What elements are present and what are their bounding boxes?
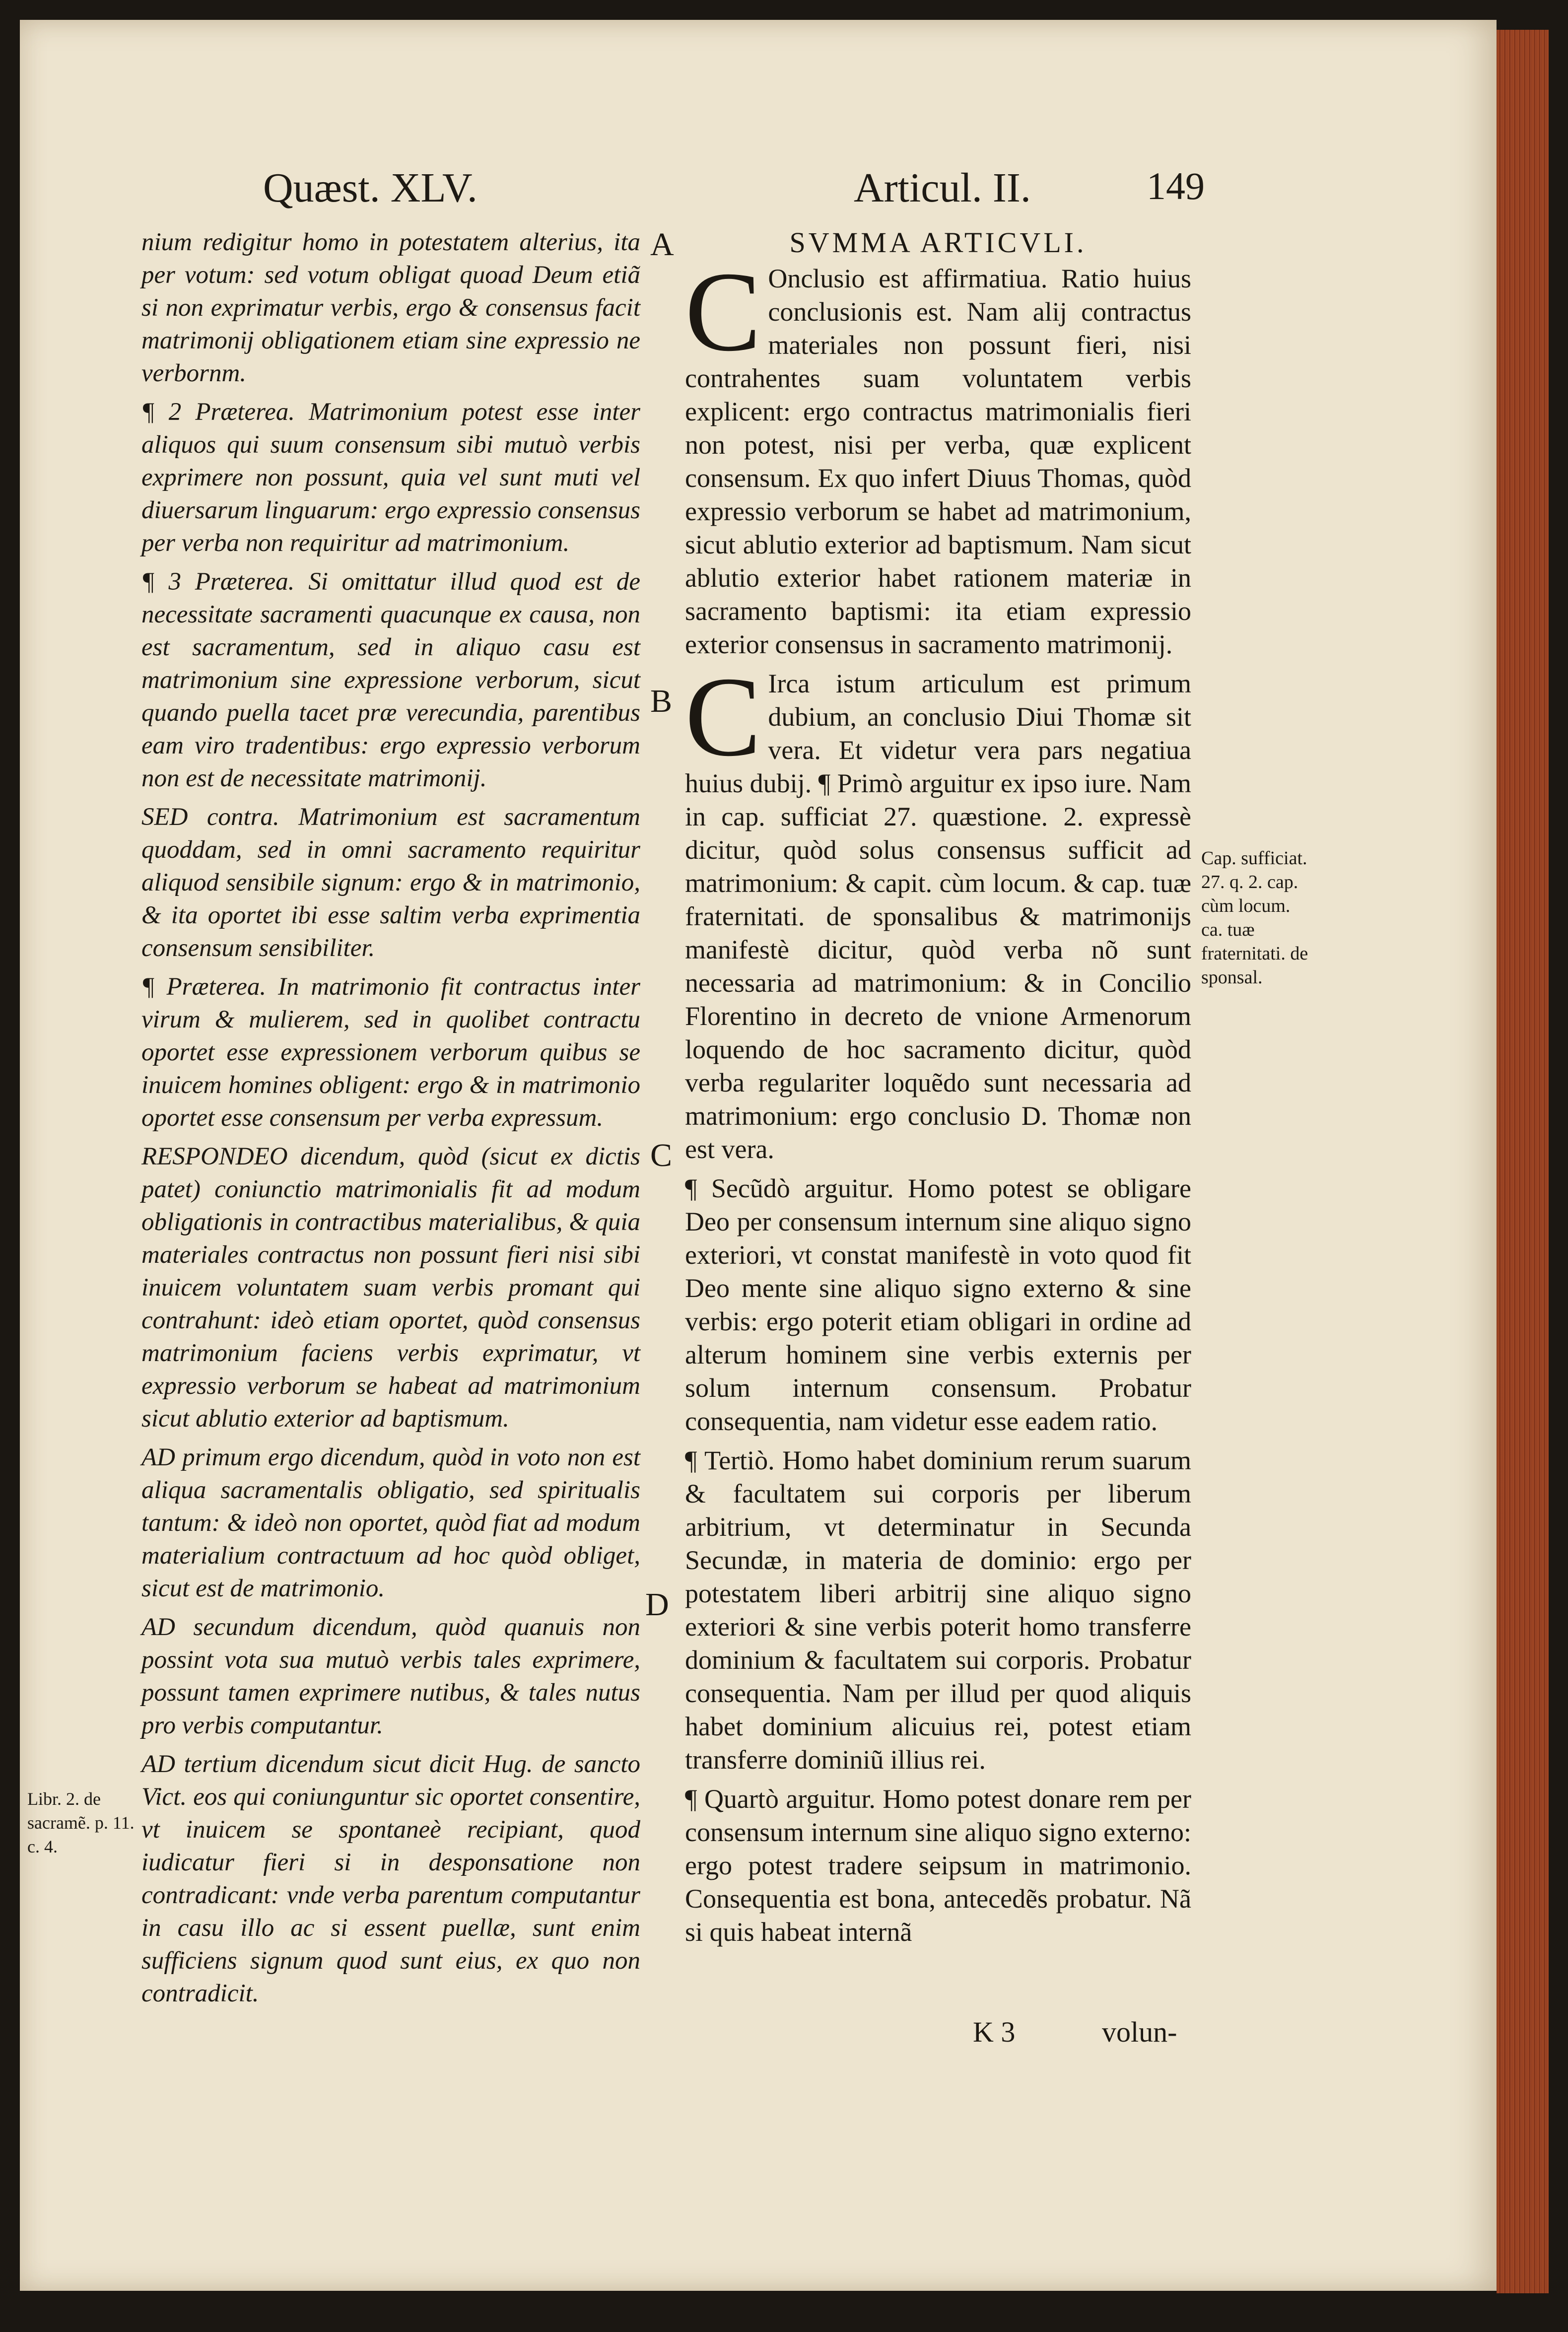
left-paragraph: AD secundum dicendum, quòd quanuis non possint vota sua mutuò verbis tales exprimere, possunt tamen exprimere nutibus, & tales nutus pro verbis computantur. (141, 1613, 640, 1739)
drop-cap: C (685, 248, 761, 375)
page-edge-gilt (1497, 30, 1549, 2293)
left-paragraph: ¶ Præterea. In matrimonio fit contractus inter virum & mulierem, sed in quolibet contractu oportet esse expressionem verborum quibus se inuicem homines obligent: ergo & in matrimonio oportet esse consensum per verba expressum. (141, 973, 640, 1132)
section-marker-c: C (650, 1137, 673, 1173)
margin-note-right: Cap. sufficiat. 27. q. 2. cap. cùm locum. ca. tuæ fraternitati. de sponsal. (1201, 848, 1308, 988)
right-paragraph: ¶ Tertiò. Homo habet dominium rerum suarum & facultatem sui corporis per liberum arbitrium, vt determinatur in Secunda Secundæ, in materia de dominio: ergo per potestatem liberi arbitrij sine aliquo signo exteriori & sine verbis poterit homo transferre dominium & facultatem sui corporis. Probatur consequentia. Nam per illud per quod aliquis habet dominium alicuius rei, potest etiam transferre dominiũ illius rei. (685, 1445, 1191, 1775)
left-paragraph: nium redigitur homo in potestatem alterius, ita per votum: sed votum obligat quoad Deum etiã si non exprimatur verbis, ergo & consensus facit matrimonij obligationem etiam sine expressio ne verbornm. (141, 228, 640, 387)
section-marker-b: B (650, 683, 673, 719)
drop-cap: C (685, 653, 761, 780)
right-paragraph-text: Onclusio est affirmatiua. Ratio huius conclusionis est. Nam alij contractus materiales non possunt fieri, nisi contrahentes suam voluntatem verbis explicent: ergo contractus matrimonialis fieri non potest, nisi per verba, quæ explicent consensum. Ex quo infert Diuus Thomas, quòd expressio verborum se habet ad matrimonium, sicut ablutio exterior ad baptismum. Nam sicut ablutio exterior habet rationem materiæ in sacramento baptismi: ita etiam expressio exterior consensus in sacramento matrimonij. (685, 264, 1191, 659)
left-paragraph: AD primum ergo dicendum, quòd in voto non est aliqua sacramentalis obligatio, sed spiritualis tantum: & ideò non oportet, quòd fiat ad modum materialium contractuum ad hoc quòd obliget, sicut est de matrimonio. (141, 1443, 640, 1602)
right-paragraph: ¶ Quartò arguitur. Homo potest donare rem per consensum internum sine aliquo signo externo: ergo potest tradere seipsum in matrimonio. Consequentia est bona, antecedẽs probatur. Nã si quis habeat internã (685, 1784, 1191, 1947)
section-marker-a: A (650, 226, 674, 263)
left-column-text (141, 226, 640, 2016)
section-marker-d: D (645, 1586, 669, 1623)
left-paragraph: ¶ 2 Præterea. Matrimonium potest esse inter aliquos qui suum consensum sibi mutuò verbis exprimere non possunt, quia vel sunt muti vel diuersarum linguarum: ergo expressio consensus per verba non requiritur ad matrimonium. (141, 398, 640, 557)
summa-title: SVMMA ARTICVLI. (789, 226, 1087, 259)
right-paragraph (685, 248, 1191, 661)
right-paragraph-text: Irca istum articulum est primum dubium, an conclusio Diui Thomæ sit vera. Et videtur vera pars negatiua huius dubij. ¶ Primò arguitur ex ipso iure. Nam in cap. sufficiat 27. quæstione. 2. expressè dicitur, quòd solus consensus sufficit ad matrimonium: & capit. cùm locum. & cap. tuæ fraternitati. de sponsalibus & matrimonijs manifestè dicitur, quòd verba nõ sunt necessaria ad matrimonium: & in Concilio Florentino in decreto de vnione Armenorum loquendo de hoc sacramento dicitur, quòd verba regulariter loquẽdo sunt necessaria ad matrimonium: ergo conclusio D. Thomæ non est vera. (685, 669, 1191, 1164)
left-paragraph: RESPONDEO dicendum, quòd (sicut ex dictis patet) coniunctio matrimonialis fit ad modum obligationis in contractibus materialibus, & quia materiales contractus non possunt fieri nisi sibi inuicem voluntatem suam verbis promant qui contrahunt: ideò etiam oportet, quòd consensus matrimonium faciens verbis exprimatur, vt expressio verborum se habeat ad matrimonium sicut ablutio exterior ad baptismum. (141, 1143, 640, 1433)
left-paragraph: ¶ 3 Præterea. Si omittatur illud quod est de necessitate sacramenti quacunque ex causa, non est sacramentum, sed in aliquo casu est matrimonium sine expressione verborum, sicut quando puella tacet præ verecundia, parentibus eam viro tradentibus: ergo expressio verborum non est de necessitate matrimonij. (141, 568, 640, 792)
right-paragraph: ¶ Secũdò arguitur. Homo potest se obligare Deo per consensum internum sine aliquo signo exteriori, vt constat manifestè in voto quod fit Deo mente sine aliquo signo externo & sine verbis: ergo poterit etiam obligari in ordine ad alterum hominem sine verbis externis per solum internum consensum. Probatur consequentia, nam videtur esse eadem ratio. (685, 1173, 1191, 1436)
right-column-text (685, 226, 1191, 1955)
catchword: volun- (1102, 2016, 1177, 2048)
running-head-article: Articul. II. (854, 165, 1031, 211)
left-paragraph: AD tertium dicendum sicut dicit Hug. de sancto Vict. eos qui coniunguntur sic oportet consentire, vt inuicem se spontaneè recipiant, quod iudicatur fieri si in desponsatione non contradicant: vnde verba parentum computantur in casu illo ac si essent puellæ, sunt enim sufficiens signum quod sunt eius, ex quo non contradicit. (141, 1750, 640, 2007)
left-paragraph: SED contra. Matrimonium est sacramentum quoddam, sed in omni sacramento requiritur aliquod sensibile signum: ergo & in matrimonio, & ita oportet ibi esse saltim verba exprimentia consensum sensibiliter. (141, 803, 640, 962)
margin-note-left: Libr. 2. de sacramẽ. p. 11. c. 4. (27, 1789, 135, 1856)
signature-mark: K 3 (973, 2016, 1016, 2048)
running-head-question: Quæst. XLV. (263, 165, 477, 211)
page-number: 149 (1147, 164, 1205, 207)
right-paragraph (685, 653, 1191, 1166)
